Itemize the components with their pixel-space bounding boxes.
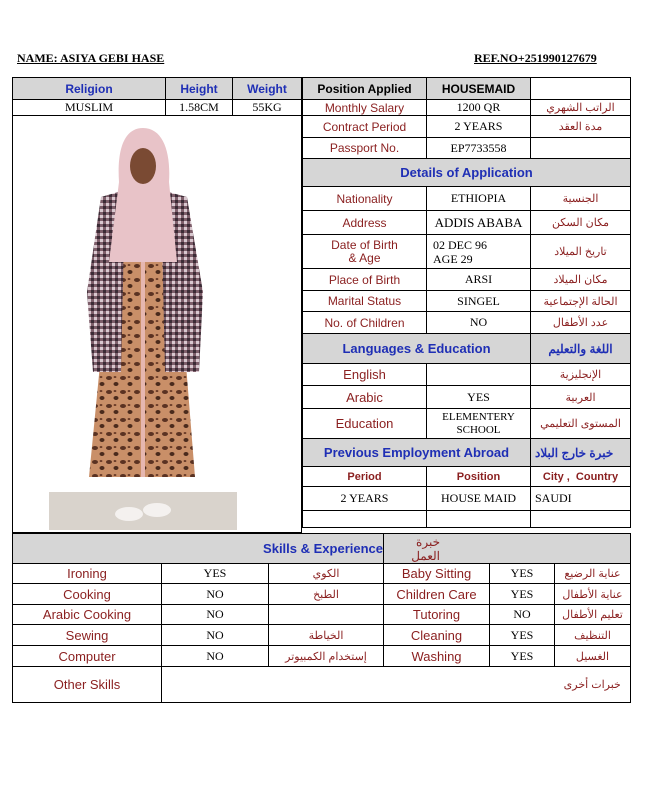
employment-country: SAUDI (531, 487, 631, 511)
skill-cleaning-value: YES (490, 625, 555, 646)
skill-cleaning-arabic: التنظيف (555, 625, 631, 646)
skill-computer-label: Computer (13, 646, 162, 667)
candidate-photo (49, 122, 237, 530)
contract-label: Contract Period (303, 116, 427, 138)
weight-value: 55KG (233, 100, 302, 116)
passport-label: Passport No. (303, 138, 427, 159)
skill-tutoring-arabic: تعليم الأطفال (555, 605, 631, 625)
skill-washing-value: YES (490, 646, 555, 667)
education-arabic: المستوى التعليمي (531, 409, 631, 439)
marital-label: Marital Status (303, 291, 427, 312)
skill-arabic-cooking-value: NO (162, 605, 269, 625)
skill-childcare-arabic: عناية الأطفال (555, 584, 631, 605)
weight-header: Weight (233, 78, 302, 100)
skills-table (12, 533, 631, 703)
skill-sewing-arabic: الخياطة (269, 625, 384, 646)
details-table (302, 77, 631, 528)
children-label: No. of Children (303, 312, 427, 334)
english-label: English (303, 364, 427, 386)
other-skills-arabic: خبرات أخرى (555, 667, 631, 703)
english-arabic: الإنجليزية (531, 364, 631, 386)
address-arabic: مكان السكن (531, 211, 631, 235)
passport-value: EP7733558 (427, 138, 531, 159)
skill-computer-arabic: إستخدام الكمبيوتر (269, 646, 384, 667)
skill-babysitting-value: YES (490, 564, 555, 584)
religion-value: MUSLIM (13, 100, 166, 116)
religion-header: Religion (13, 78, 166, 100)
skill-washing-arabic: الغسيل (555, 646, 631, 667)
contract-arabic: مدة العقد (531, 116, 631, 138)
profile-table (12, 77, 302, 116)
col-country: City , Country (531, 467, 631, 487)
contract-value: 2 YEARS (427, 116, 531, 138)
position-value: HOUSEMAID (427, 78, 531, 100)
dob-arabic: تاريخ الميلاد (531, 235, 631, 269)
col-position: Position (427, 467, 531, 487)
skill-cooking-label: Cooking (13, 584, 162, 605)
children-value: NO (427, 312, 531, 334)
dob-value: 02 DEC 96 AGE 29 (427, 235, 531, 269)
height-value: 1.58CM (166, 100, 233, 116)
skill-babysitting-label: Baby Sitting (384, 564, 490, 584)
application-title: Details of Application (303, 159, 631, 187)
employment-title: Previous Employment Abroad (303, 439, 531, 467)
salary-label: Monthly Salary (303, 100, 427, 116)
skill-tutoring-label: Tutoring (384, 605, 490, 625)
address-value: ADDIS ABABA (427, 211, 531, 235)
birthplace-arabic: مكان الميلاد (531, 269, 631, 291)
birthplace-label: Place of Birth (303, 269, 427, 291)
position-label: Position Applied (303, 78, 427, 100)
skill-computer-value: NO (162, 646, 269, 667)
skill-childcare-label: Children Care (384, 584, 490, 605)
arabic-label: Arabic (303, 386, 427, 409)
nationality-arabic: الجنسية (531, 187, 631, 211)
candidate-name: NAME: ASIYA GEBI HASE (17, 51, 165, 65)
skill-tutoring-value: NO (490, 605, 555, 625)
skill-washing-label: Washing (384, 646, 490, 667)
nationality-value: ETHIOPIA (427, 187, 531, 211)
english-value (427, 364, 531, 386)
skill-cooking-value: NO (162, 584, 269, 605)
languages-title-arabic: اللغة والتعليم (531, 334, 631, 364)
education-label: Education (303, 409, 427, 439)
employment-title-arabic: خبرة خارج البلاد (531, 439, 631, 467)
arabic-value: YES (427, 386, 531, 409)
skill-ironing-arabic: الكوي (269, 564, 384, 584)
marital-value: SINGEL (427, 291, 531, 312)
languages-title: Languages & Education (303, 334, 531, 364)
reference-number: REF.NO+251990127679 (474, 51, 597, 65)
skill-ironing-label: Ironing (13, 564, 162, 584)
skill-arabic-cooking-arabic (269, 605, 384, 625)
skill-babysitting-arabic: عناية الرضيع (555, 564, 631, 584)
address-label: Address (303, 211, 427, 235)
salary-arabic: الراتب الشهري (531, 100, 631, 116)
skill-sewing-value: NO (162, 625, 269, 646)
skill-childcare-value: YES (490, 584, 555, 605)
skill-arabic-cooking-label: Arabic Cooking (13, 605, 162, 625)
education-value: ELEMENTERY SCHOOL (427, 409, 531, 439)
skills-title: Skills & Experience (13, 534, 384, 564)
employment-position: HOUSE MAID (427, 487, 531, 511)
height-header: Height (166, 78, 233, 100)
skill-sewing-label: Sewing (13, 625, 162, 646)
nationality-label: Nationality (303, 187, 427, 211)
col-period: Period (303, 467, 427, 487)
dob-label: Date of Birth & Age (303, 235, 427, 269)
salary-value: 1200 QR (427, 100, 531, 116)
other-skills-label: Other Skills (13, 667, 162, 703)
children-arabic: عدد الأطفال (531, 312, 631, 334)
birthplace-value: ARSI (427, 269, 531, 291)
skills-title-arabic: خبرة العمل (384, 534, 631, 564)
other-skills-value (162, 667, 555, 703)
skill-cooking-arabic: الطبخ (269, 584, 384, 605)
marital-arabic: الحالة الإجتماعية (531, 291, 631, 312)
arabic-arabic: العربية (531, 386, 631, 409)
skill-cleaning-label: Cleaning (384, 625, 490, 646)
skill-ironing-value: YES (162, 564, 269, 584)
employment-period: 2 YEARS (303, 487, 427, 511)
